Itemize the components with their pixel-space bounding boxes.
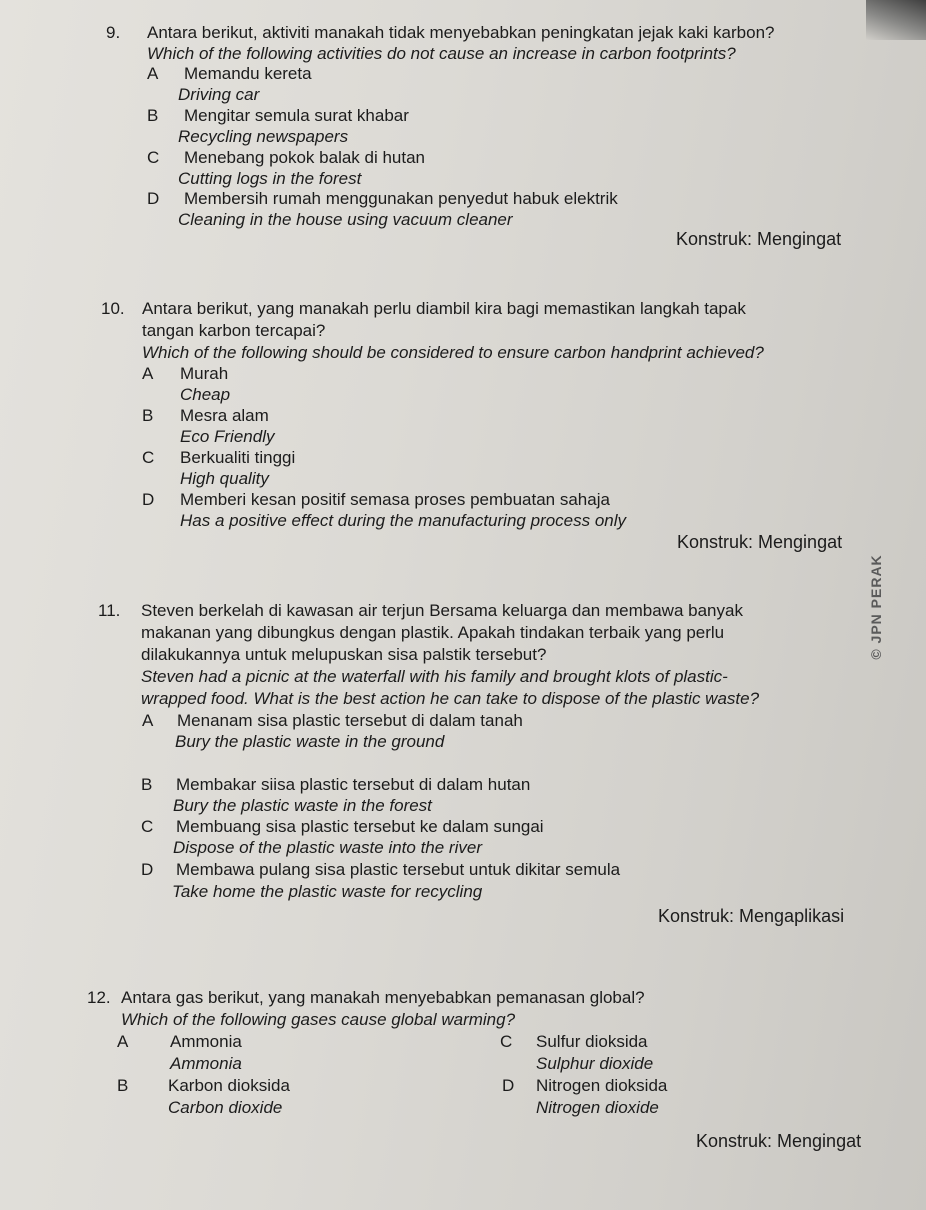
option-letter-b: B: [147, 106, 159, 125]
option-letter-a: A: [142, 364, 154, 383]
option-d-ms: Membawa pulang sisa plastic tersebut untuk dikitar semula: [176, 860, 621, 879]
option-b-ms: Mesra alam: [180, 406, 269, 425]
option-c-ms: Menebang pokok balak di hutan: [184, 148, 426, 167]
option-a-en: Driving car: [178, 85, 260, 104]
option-c-en: Dispose of the plastic waste into the river: [173, 838, 482, 857]
option-d-en: Cleaning in the house using vacuum cleaner: [178, 210, 513, 229]
question-text-ms-line-1: Antara berikut, yang manakah perlu diambil kira bagi memastikan langkah tapak: [142, 299, 746, 318]
konstruk-label: Konstruk: Mengingat: [696, 1131, 862, 1151]
question-text-ms-line-1: Steven berkelah di kawasan air terjun Bersama keluarga dan membawa banyak: [141, 601, 743, 620]
option-d-ms: Nitrogen dioksida: [536, 1076, 668, 1095]
question-text-ms-line-2: tangan karbon tercapai?: [142, 321, 326, 340]
option-a-ms: Menanam sisa plastic tersebut di dalam tanah: [177, 711, 523, 730]
option-b-en: Recycling newspapers: [178, 127, 349, 146]
question-text-ms: Antara berikut, aktiviti manakah tidak menyebabkan peningkatan jejak kaki karbon?: [147, 23, 775, 42]
option-a-en: Bury the plastic waste in the ground: [175, 732, 445, 751]
question-text-ms: Antara gas berikut, yang manakah menyebabkan pemanasan global?: [121, 988, 645, 1007]
option-c-ms: Membuang sisa plastic tersebut ke dalam sungai: [176, 817, 544, 836]
option-c-en: Cutting logs in the forest: [178, 169, 362, 188]
konstruk-label: Konstruk: Mengingat: [677, 532, 843, 552]
question-number: 12.: [87, 988, 111, 1007]
question-text-en-line-2: wrapped food. What is the best action he can take to dispose of the plastic waste?: [141, 689, 760, 708]
option-letter-b: B: [141, 775, 153, 794]
option-letter-a: A: [117, 1032, 129, 1051]
page-corner-shadow: [866, 0, 926, 40]
option-letter-d: D: [147, 189, 160, 208]
konstruk-label: Konstruk: Mengingat: [676, 229, 842, 249]
option-letter-b: B: [142, 406, 154, 425]
option-b-ms: Karbon dioksida: [168, 1076, 290, 1095]
question-number: 11.: [98, 601, 121, 620]
question-number: 10.: [101, 299, 125, 318]
option-d-ms: Memberi kesan positif semasa proses pembuatan sahaja: [180, 490, 610, 509]
option-c-ms: Berkualiti tinggi: [180, 448, 296, 467]
option-letter-c: C: [142, 448, 155, 467]
option-b-en: Carbon dioxide: [168, 1098, 283, 1117]
option-a-en: Cheap: [180, 385, 231, 404]
question-text-en: Which of the following activities do not cause an increase in carbon footprints?: [147, 44, 736, 63]
option-b-ms: Mengitar semula surat khabar: [184, 106, 409, 125]
option-letter-a: A: [147, 64, 159, 83]
option-a-en: Ammonia: [170, 1054, 242, 1073]
option-letter-c: C: [141, 817, 154, 836]
option-c-ms: Sulfur dioksida: [536, 1032, 648, 1051]
question-text-en: Which of the following should be considered to ensure carbon handprint achieved?: [142, 343, 764, 362]
option-d-en: Has a positive effect during the manufacturing process only: [180, 511, 627, 530]
option-a-ms: Memandu kereta: [184, 64, 312, 83]
option-letter-d: D: [142, 490, 155, 509]
option-letter-b: B: [117, 1076, 129, 1095]
question-text-en-line-1: Steven had a picnic at the waterfall with his family and brought klots of plastic-: [141, 667, 728, 686]
option-letter-c: C: [500, 1032, 513, 1051]
option-letter-d: D: [502, 1076, 515, 1095]
question-text-en: Which of the following gases cause global warming?: [121, 1010, 516, 1029]
option-c-en: Sulphur dioxide: [536, 1054, 654, 1073]
option-b-ms: Membakar siisa plastic tersebut di dalam hutan: [176, 775, 531, 794]
option-letter-c: C: [147, 148, 160, 167]
option-a-ms: Ammonia: [170, 1032, 242, 1051]
option-c-en: High quality: [180, 469, 269, 488]
jpn-perak-watermark: [858, 554, 894, 660]
question-number: 9.: [106, 23, 121, 42]
option-letter-a: A: [142, 711, 154, 730]
option-b-en: Eco Friendly: [180, 427, 275, 446]
option-d-en: Nitrogen dioxide: [536, 1098, 659, 1117]
konstruk-label: Konstruk: Mengaplikasi: [658, 906, 845, 926]
option-a-ms: Murah: [180, 364, 229, 383]
watermark-text: © JPN PERAK: [868, 554, 884, 660]
question-text-ms-line-3: dilakukannya untuk melupuskan sisa palstik tersebut?: [141, 645, 547, 664]
question-text-ms-line-2: makanan yang dibungkus dengan plastik. Apakah tindakan terbaik yang perlu: [141, 623, 725, 642]
option-d-ms: Membersih rumah menggunakan penyedut habuk elektrik: [184, 189, 618, 208]
option-letter-d: D: [141, 860, 154, 879]
option-b-en: Bury the plastic waste in the forest: [173, 796, 432, 815]
option-d-en: Take home the plastic waste for recycling: [172, 882, 483, 901]
